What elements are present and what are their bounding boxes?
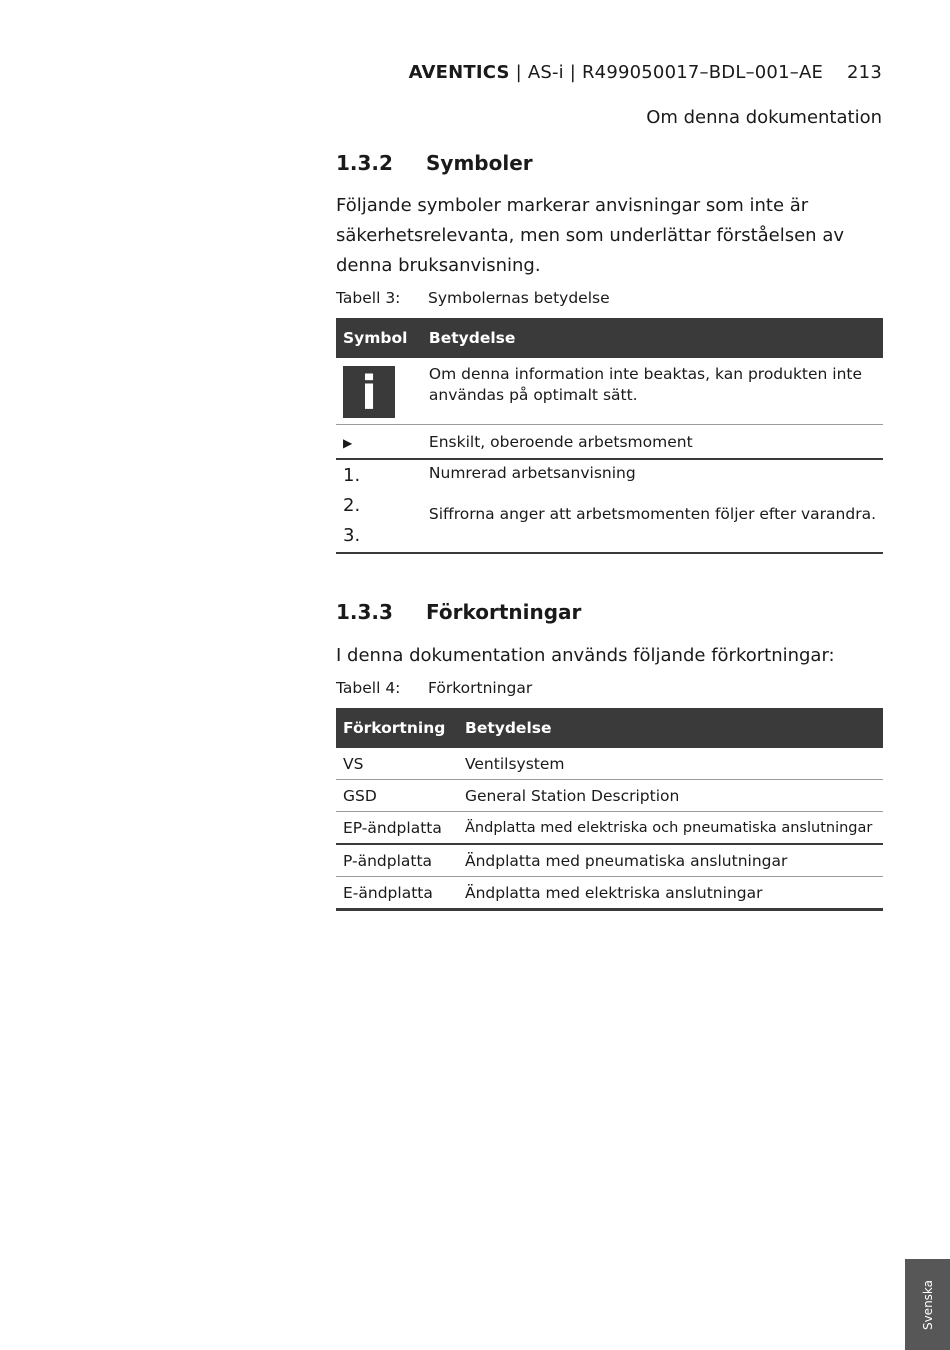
abbreviations-intro: I denna dokumentation används följande förkortningar: — [336, 645, 835, 666]
caption-label: Tabell 3: — [336, 289, 401, 307]
meaning-cell: Ändplatta med pneumatiska anslutningar — [458, 844, 883, 877]
language-tab — [905, 1259, 950, 1350]
step-numbers — [343, 460, 415, 551]
meaning-text: Om denna information inte beaktas, kan produkten inte användas på optimalt sätt. — [428, 365, 863, 404]
table-header-row — [336, 708, 883, 748]
meaning-cell: Ändplatta med elektriska och pneumatiska anslutningar — [458, 812, 883, 845]
section-title: Symboler — [426, 151, 533, 175]
table-row — [336, 877, 883, 910]
table-header-row — [336, 318, 883, 358]
table-row — [336, 358, 883, 425]
section-heading-abbreviations — [336, 600, 581, 624]
chapter-title: Om denna dokumentation — [646, 107, 882, 128]
step-number: 1. — [343, 465, 361, 486]
table-row — [336, 425, 883, 460]
abbreviation-cell: VS — [336, 748, 458, 780]
symbols-intro: Följande symboler markerar anvisningar som inte är säkerhetsrelevanta, men som underlättar förståelsen av denna bruksanvisning. — [336, 195, 844, 276]
meaning-text: Numrerad arbetsanvisning — [428, 464, 636, 482]
meaning-cell: General Station Description — [458, 780, 883, 812]
table4-caption — [336, 679, 532, 697]
header-meaning: Betydelse — [458, 708, 883, 748]
abbreviation-cell: P-ändplatta — [336, 844, 458, 877]
table-row — [336, 459, 883, 553]
header-abbreviation: Förkortning — [336, 708, 458, 748]
caption-label: Tabell 4: — [336, 679, 401, 697]
symbols-table — [336, 318, 883, 554]
caption-text: Förkortningar — [428, 679, 533, 697]
abbreviation-cell: E-ändplatta — [336, 877, 458, 910]
table-row — [336, 812, 883, 845]
symbol-cell — [336, 459, 422, 553]
table3-caption — [336, 289, 610, 307]
table-row — [336, 748, 883, 780]
section-number: 1.3.3 — [336, 600, 393, 624]
section-heading-symbols — [336, 151, 533, 175]
meaning-cell: Ventilsystem — [458, 748, 883, 780]
symbol-cell — [336, 425, 422, 460]
table-row — [336, 780, 883, 812]
meaning-cell — [422, 459, 883, 553]
table-row — [336, 844, 883, 877]
language-tab-label: Svenska — [920, 1279, 935, 1330]
abbreviations-table — [336, 708, 883, 911]
meaning-text: Siffrorna anger att arbetsmomenten följer efter varandra. — [428, 505, 876, 523]
abbreviation-cell: GSD — [336, 780, 458, 812]
document-id: | AS-i | R499050017–BDL–001–AE — [509, 62, 824, 83]
section-title: Förkortningar — [426, 600, 582, 624]
step-number: 2. — [343, 495, 361, 516]
info-icon: i — [343, 366, 395, 418]
meaning-cell — [422, 358, 883, 425]
section-number: 1.3.2 — [336, 151, 393, 175]
abbreviation-cell: EP-ändplatta — [336, 812, 458, 845]
header-meaning: Betydelse — [422, 318, 883, 358]
meaning-text: Enskilt, oberoende arbetsmoment — [422, 425, 883, 460]
step-number: 3. — [343, 525, 361, 546]
caption-text: Symbolernas betydelse — [428, 289, 610, 307]
page-number: 213 — [847, 62, 882, 83]
running-header — [409, 62, 882, 83]
symbol-cell — [336, 358, 422, 425]
brand-name: AVENTICS — [408, 62, 510, 83]
meaning-cell: Ändplatta med elektriska anslutningar — [458, 877, 883, 910]
triangle-right-icon: ▶ — [343, 435, 353, 450]
header-symbol: Symbol — [336, 318, 422, 358]
